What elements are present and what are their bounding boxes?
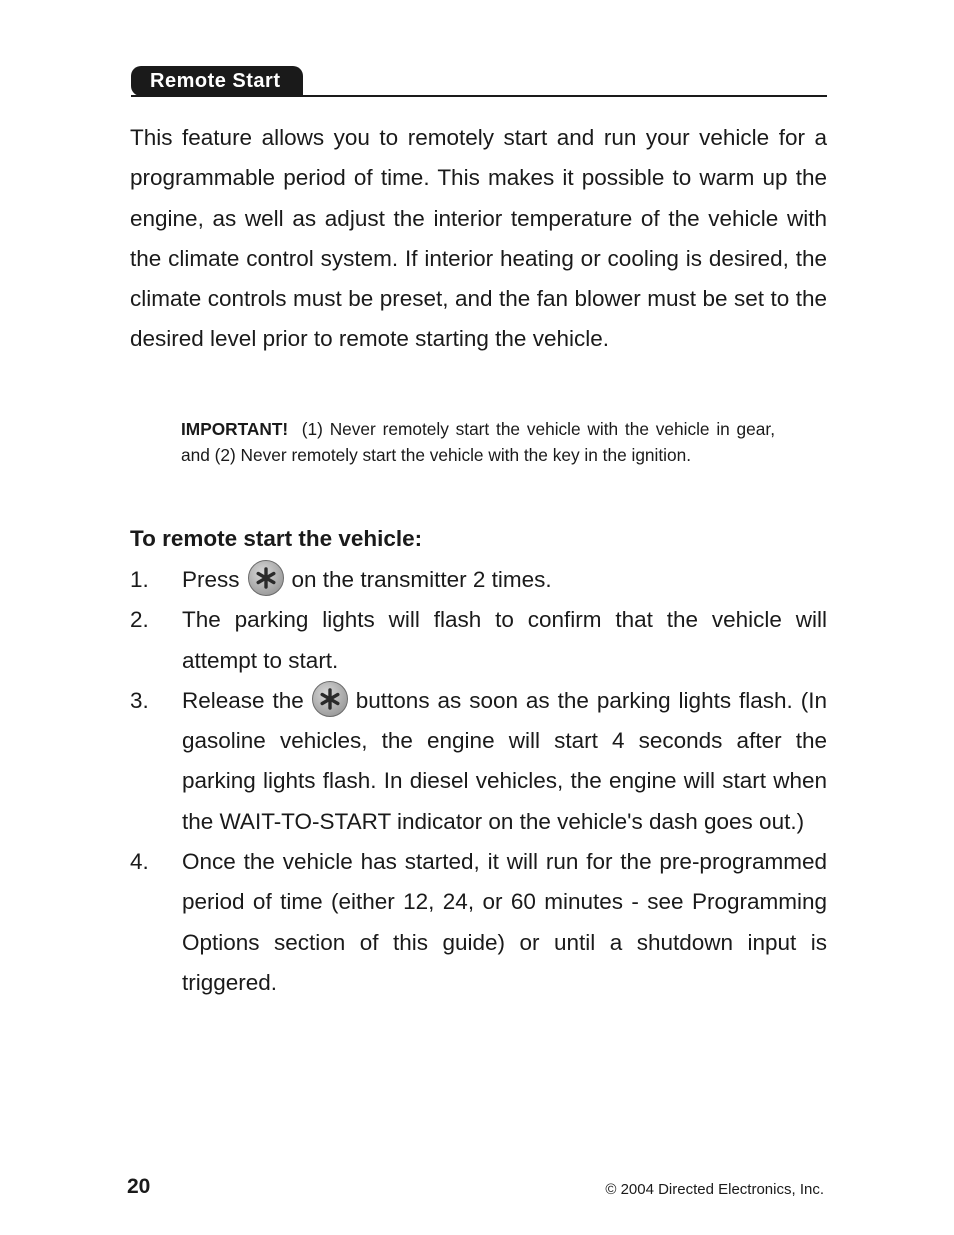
important-text: (1) Never remotely start the vehicle with the vehicle in gear, and (2) Never remotely start the vehicle with the key in the ignition.: [181, 419, 775, 465]
step-text-after: on the transmitter 2 times.: [291, 567, 552, 592]
step-text: The parking lights will flash to confirm that the vehicle will attempt to start.: [182, 607, 827, 673]
step-text-before: Press: [182, 567, 240, 592]
section-rule: [131, 95, 827, 97]
step-number: 4.: [130, 849, 149, 875]
step-text-before: Release the: [182, 687, 304, 713]
step-text-after: buttons as soon as the parking lights flash. (In gasoline vehicles, the engine will start 4 seconds after the parking lights flash. In diesel vehicles, the engine will start when the WAIT-TO-START indicator on the vehicle's dash goes out.): [182, 687, 827, 834]
step-text: [182, 681, 827, 842]
step-text: [182, 560, 827, 600]
procedure-heading: To remote start the vehicle:: [130, 526, 423, 551]
section-header: [131, 66, 827, 98]
step-number: 1.: [130, 567, 149, 592]
step-2: [130, 600, 827, 681]
step-1: [130, 560, 827, 600]
step-number: 2.: [130, 607, 149, 633]
copyright-notice: © 2004 Directed Electronics, Inc.: [605, 1181, 824, 1198]
important-note: [181, 416, 775, 468]
section-title: Remote Start: [131, 66, 303, 96]
asterisk-button-icon: [312, 681, 348, 717]
important-label: IMPORTANT!: [181, 419, 289, 439]
step-4: [130, 842, 827, 1003]
step-3: [130, 681, 827, 842]
procedure-steps: [130, 560, 827, 1003]
step-number: 3.: [130, 687, 149, 713]
asterisk-button-icon: [248, 560, 284, 596]
page-number: 20: [127, 1175, 151, 1198]
step-text: Once the vehicle has started, it will run for the pre-programmed period of time (either 12, 24, or 60 minutes - see Programming Options section of this guide) or until a shutdown input is triggered.: [182, 849, 827, 995]
intro-paragraph: This feature allows you to remotely start and run your vehicle for a programmable period of time. This makes it possible to warm up the engine, as well as adjust the interior temperature of the vehicle with the climate control system. If interior heating or cooling is desired, the climate controls must be preset, and the fan blower must be set to the desired level prior to remote starting the vehicle.: [130, 125, 827, 352]
